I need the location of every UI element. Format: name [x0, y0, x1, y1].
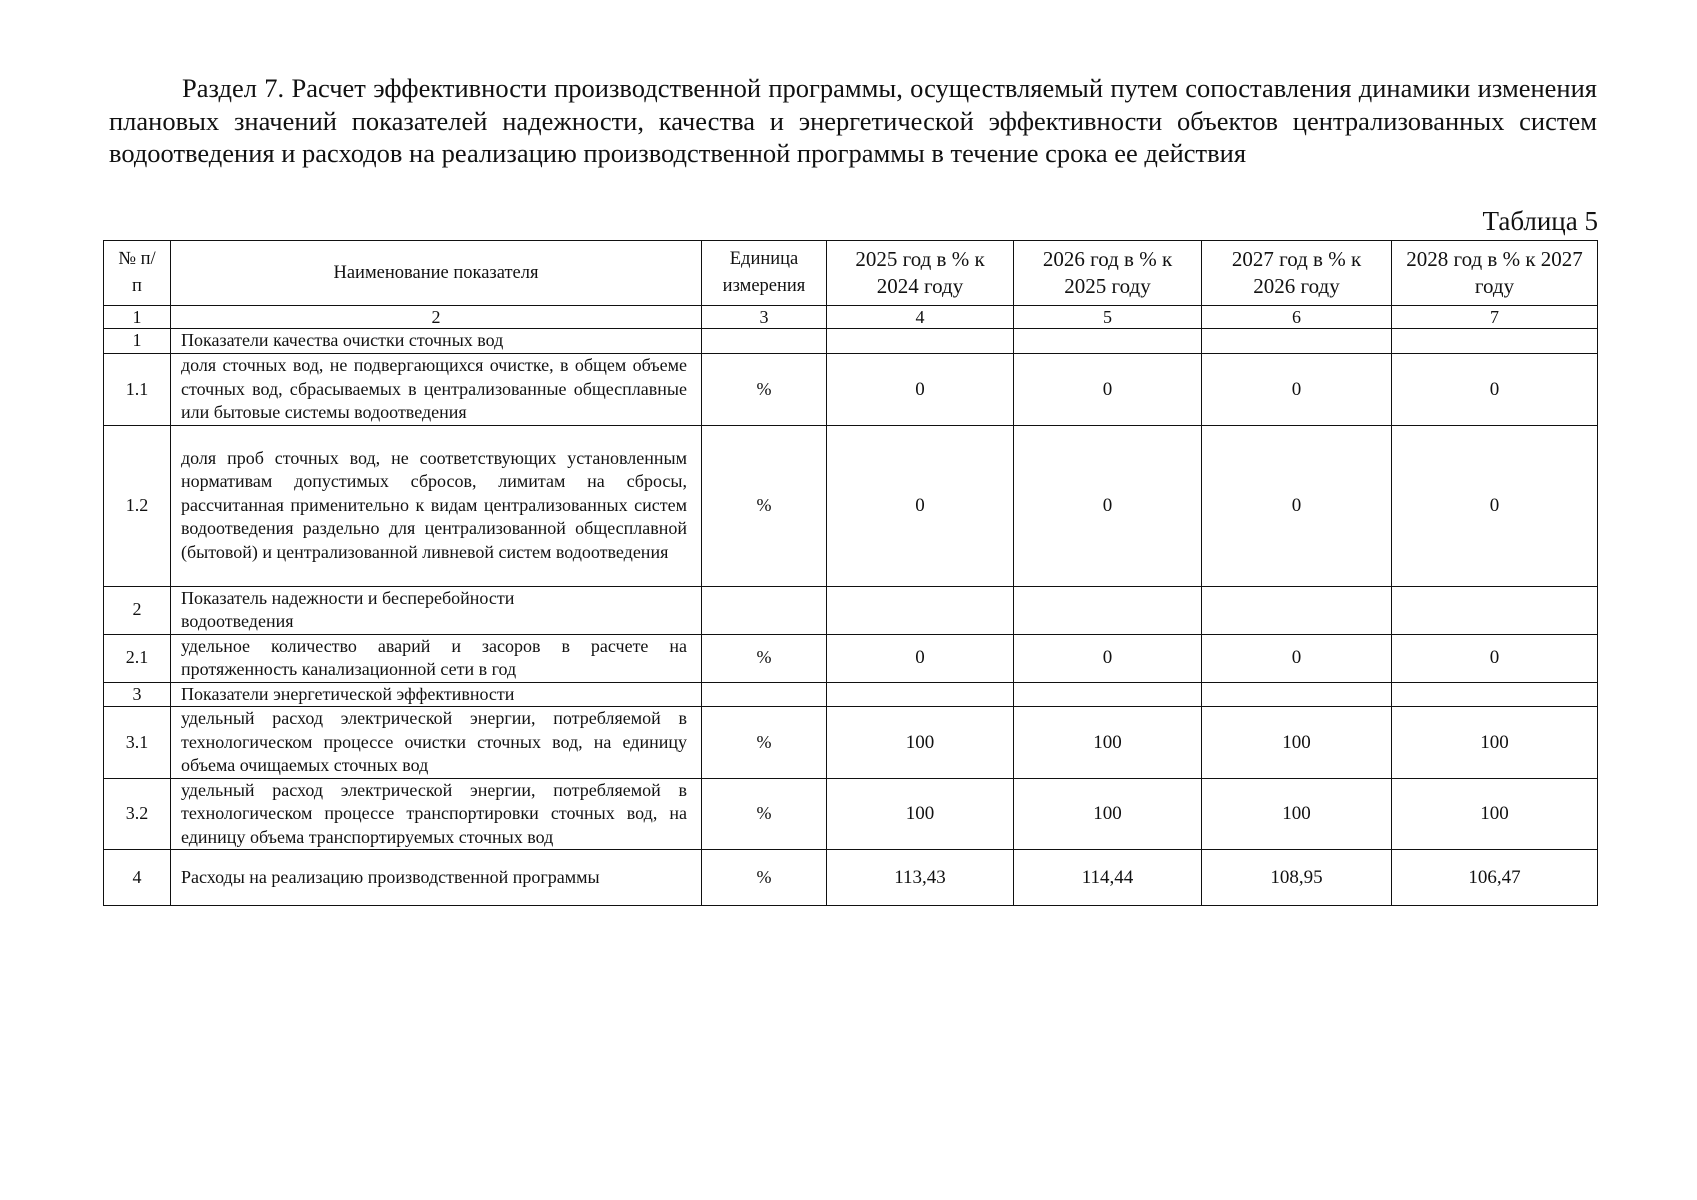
- unit-cell: %: [702, 778, 827, 850]
- table-row: [104, 425, 1598, 586]
- table-row: [104, 778, 1598, 850]
- value-2028: 0: [1392, 354, 1598, 426]
- value-2027: [1202, 586, 1392, 634]
- indicator-name: Показатели энергетической эффективности: [171, 682, 702, 707]
- column-number: 2: [171, 306, 702, 329]
- column-number: 4: [827, 306, 1014, 329]
- row-number: 3.1: [104, 707, 171, 779]
- value-2028: 106,47: [1392, 850, 1598, 906]
- unit-cell: %: [702, 425, 827, 586]
- value-2026: 100: [1014, 707, 1202, 779]
- value-2028: [1392, 329, 1598, 354]
- value-2027: 100: [1202, 778, 1392, 850]
- column-number: 6: [1202, 306, 1392, 329]
- table-row: [104, 354, 1598, 426]
- column-numbers-row: [104, 306, 1598, 329]
- row-number: 4: [104, 850, 171, 906]
- header-2028: 2028 год в % к 2027 году: [1392, 241, 1598, 306]
- value-2028: [1392, 586, 1598, 634]
- value-2027: 100: [1202, 707, 1392, 779]
- value-2028: 100: [1392, 707, 1598, 779]
- row-number: 1: [104, 329, 171, 354]
- header-2025: 2025 год в % к 2024 году: [827, 241, 1014, 306]
- value-2025: [827, 329, 1014, 354]
- unit-cell: [702, 586, 827, 634]
- value-2025: [827, 682, 1014, 707]
- table-caption: Таблица 5: [1482, 206, 1598, 236]
- value-2025: 100: [827, 778, 1014, 850]
- value-2027: 0: [1202, 634, 1392, 682]
- value-2028: 0: [1392, 634, 1598, 682]
- value-2028: 100: [1392, 778, 1598, 850]
- header-unit: Единица измерения: [702, 241, 827, 306]
- value-2026: [1014, 682, 1202, 707]
- unit-cell: [702, 329, 827, 354]
- value-2026: 0: [1014, 634, 1202, 682]
- indicator-name: удельный расход электрической энергии, потребляемой в технологическом процессе очистки сточных вод, на единицу объема очищаемых сточных вод: [171, 707, 702, 779]
- value-2025: 113,43: [827, 850, 1014, 906]
- value-2027: 0: [1202, 354, 1392, 426]
- table-row: [104, 850, 1598, 906]
- value-2027: 108,95: [1202, 850, 1392, 906]
- value-2026: [1014, 329, 1202, 354]
- header-num: № п/п: [104, 241, 171, 306]
- value-2025: 0: [827, 425, 1014, 586]
- value-2026: 114,44: [1014, 850, 1202, 906]
- indicators-table: [103, 240, 1598, 906]
- value-2027: [1202, 682, 1392, 707]
- header-indicator-name: Наименование показателя: [171, 241, 702, 306]
- indicator-name: доля проб сточных вод, не соответствующих установленным нормативам допустимых сбросов, лимитам на сбросы, рассчитанная применительно к видам централизованных систем водоотведения раздельно для централизованной общесплавной (бытовой) и централизованной ливневой систем водоотведения: [171, 425, 702, 586]
- value-2025: 100: [827, 707, 1014, 779]
- value-2027: [1202, 329, 1392, 354]
- table-row: [104, 682, 1598, 707]
- indicator-name: доля сточных вод, не подвергающихся очистке, в общем объеме сточных вод, сбрасываемых в централизованные общесплавные или бытовые системы водоотведения: [171, 354, 702, 426]
- table-row: [104, 707, 1598, 779]
- row-number: 3: [104, 682, 171, 707]
- header-2027: 2027 год в % к 2026 году: [1202, 241, 1392, 306]
- header-row: [104, 241, 1598, 306]
- indicator-name: удельный расход электрической энергии, потребляемой в технологическом процессе транспортировки сточных вод, на единицу объема транспортируемых сточных вод: [171, 778, 702, 850]
- section-heading: Раздел 7. Расчет эффективности производственной программы, осуществляемый путем сопоставления динамики изменения плановых значений показателей надежности, качества и энергетической эффективности объектов централизованных систем водоотведения и расходов на реализацию производственной программы в течение срока ее действия: [109, 73, 1597, 168]
- value-2026: 100: [1014, 778, 1202, 850]
- indicator-name: удельное количество аварий и засоров в расчете на протяженность канализационной сети в год: [171, 634, 702, 682]
- value-2027: 0: [1202, 425, 1392, 586]
- column-number: 5: [1014, 306, 1202, 329]
- value-2025: 0: [827, 634, 1014, 682]
- unit-cell: %: [702, 354, 827, 426]
- value-2028: [1392, 682, 1598, 707]
- column-number: 1: [104, 306, 171, 329]
- indicator-name: Показатель надежности и бесперебойности водоотведения: [171, 586, 702, 634]
- value-2026: 0: [1014, 354, 1202, 426]
- unit-cell: [702, 682, 827, 707]
- unit-cell: %: [702, 850, 827, 906]
- indicator-name: Расходы на реализацию производственной программы: [171, 850, 702, 906]
- table-row: [104, 586, 1598, 634]
- unit-cell: %: [702, 707, 827, 779]
- header-2026: 2026 год в % к 2025 году: [1014, 241, 1202, 306]
- row-number: 2: [104, 586, 171, 634]
- value-2025: [827, 586, 1014, 634]
- row-number: 2.1: [104, 634, 171, 682]
- column-number: 7: [1392, 306, 1598, 329]
- table-row: [104, 634, 1598, 682]
- indicator-name: Показатели качества очистки сточных вод: [171, 329, 702, 354]
- row-number: 1.1: [104, 354, 171, 426]
- value-2026: 0: [1014, 425, 1202, 586]
- value-2028: 0: [1392, 425, 1598, 586]
- row-number: 3.2: [104, 778, 171, 850]
- column-number: 3: [702, 306, 827, 329]
- table-row: [104, 329, 1598, 354]
- value-2026: [1014, 586, 1202, 634]
- value-2025: 0: [827, 354, 1014, 426]
- row-number: 1.2: [104, 425, 171, 586]
- unit-cell: %: [702, 634, 827, 682]
